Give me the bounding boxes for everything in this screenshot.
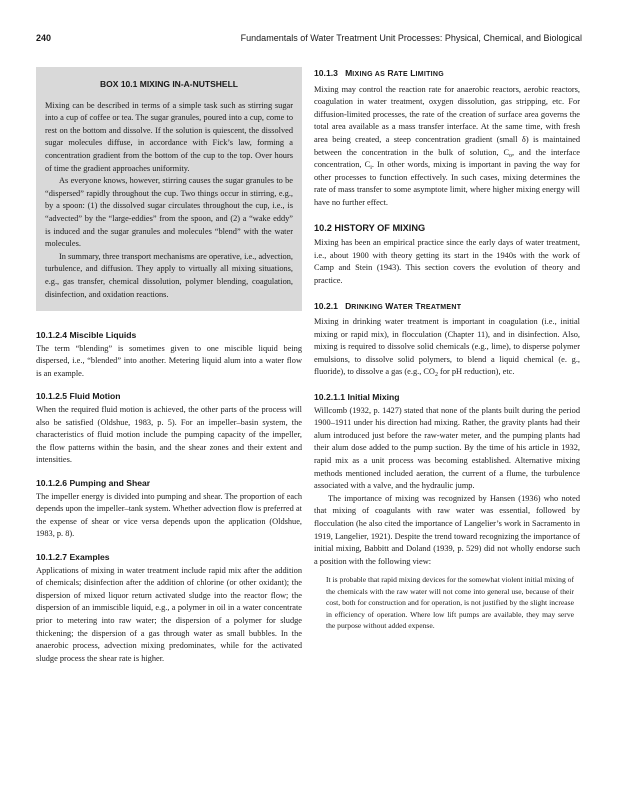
heading-miscible-liquids: 10.1.2.4 Miscible Liquids — [36, 330, 137, 341]
text-history-of-mixing: Mixing has been an empirical practice since the early days of water treatment, i.e., about 1900 with theory getting its start in the 1940s with the work of Camp and Stein (1943). This section covers the evolution of theory and practice. — [314, 238, 580, 285]
heading-drinking-water-treatment: 10.2.1 DRINKING WATER TREATMENT — [314, 300, 462, 311]
right-column — [314, 67, 580, 631]
heading-fluid-motion: 10.1.2.5 Fluid Motion — [36, 391, 121, 402]
text-miscible-liquids: The term “blending” is sometimes given to one miscible liquid being dispersed, i.e., “blended” into another. Metering liquid alum into a water flow is an example. — [36, 343, 302, 378]
page-number: 240 — [36, 33, 52, 43]
heading-examples: 10.1.2.7 Examples — [36, 552, 110, 562]
box-title: BOX 10.1 MIXING IN-A-NUTSHELL — [100, 79, 238, 89]
block-quote: It is probable that rapid mixing devices for the somewhat violent initial mixing of the chemicals with the raw water will not come into general use, because of their cost, both for construction and for operation, is not justified by the slight increase in efficiency of operation. Where low lift pumps are available, they may serve the purpose without added expense. — [326, 575, 574, 630]
heading-mixing-rate-limiting: 10.1.3 MIXING AS RATE LIMITING — [314, 68, 445, 78]
left-column — [36, 67, 302, 665]
text-mixing-rate-limiting: Mixing may control the reaction rate for anaerobic reactors, aerobic reactors, coagulation in water treatment, oxygen dissolution, gas stripping, etc. For diffusion-limited processes, the rate of the creation of surface area governs the total area available as a mass transfer interface. At the same time, with fresh area being created, a steep concentration gradient (small δ) is maintained between the concentration in the bulk of solution, $C_o$, and the interface concentration, $C_i$. In other words, mixing is important in paving the way for other processes to function effectively. In such cases, mixing determines the rate of mass transfer to some asymptote limit, where higher mixing energy will have no further effect. — [314, 84, 580, 207]
text-pumping-shear: The impeller energy is divided into pumping and shear. The proportion of each depends upon the impeller–tank system. Whether advection flow is preferred at the expense of shear or vice versa depends upon the application (Oldshue, 1983, p. 8). — [36, 491, 302, 539]
box-paragraph-2: As everyone knows, however, stirring causes the sugar granules to be “dispersed” rapidly throughout the cup. Two things occur in stirring, e.g., by a spoon: (1) the dissolved sugar circulates throughout the cup, i.e., is “advected” by the “large-eddies” from the spoon, and (2) a “wake eddy” is induced and the sugar granules and molecules “blend” with the water molecules. — [45, 176, 293, 249]
text-initial-mixing-2: The importance of mixing was recognized by Hansen (1936) who noted that mixing of coagulants with raw water was essential, followed by flocculation (he also cited the importance of Langelier’s work in Sacramento in 1919, Langelier, 1921). Despite the trend toward recognizing the importance of initial mixing, Babbitt and Doland (1939, p. 529) did not wholly endorse such a position with the following view: — [314, 493, 580, 566]
text-examples: Applications of mixing in water treatment include rapid mix after the addition of chemicals; disinfection after the addition of chlorine (or other oxidant); the dispersion of mixed liquor return activated sludge into the reactor flow; the dispersion of an immiscible liquid, e.g., a polymer in oil in a water concentrate prior to metering into raw water; the dispersion of a polymer for sludge thickening; the dispersion of a gas through water as small bubbles. In the anaerobic process, advection mixing predominates, while for the activated sludge process the shear rate is higher. — [36, 565, 302, 663]
heading-initial-mixing: 10.2.1.1 Initial Mixing — [314, 392, 400, 403]
box-paragraph-3: In summary, three transport mechanisms are operative, i.e., advection, turbulence, and diffusion. They apply to virtually all mixing situations, e.g., gas transfer, chemical dissolution, polymer blending, coagulation, disinfection, and oxidation reactions. — [45, 251, 293, 299]
heading-history-of-mixing: 10.2 HISTORY OF MIXING — [314, 222, 426, 233]
box-10-1 — [36, 67, 302, 311]
page-header — [36, 33, 582, 47]
text-fluid-motion: When the required fluid motion is achieved, the other parts of the process will also be satisfied (Oldshue, 1983, p. 5). For an impeller–basin system, the characteristics of fluid motion include the pumping capacity of the impeller, the flow patterns within the basin, and the shear zones and their extent and intensities. — [36, 405, 302, 465]
running-title: Fundamentals of Water Treatment Unit Processes: Physical, Chemical, and Biological — [240, 33, 582, 43]
box-paragraph-1: Mixing can be described in terms of a simple task such as stirring sugar into a cup of coffee or tea. The sugar granules, poured into a cup, come to rest on the bottom and dissolve. If the solution is quiescent, the dissolved sugar molecules diffuse, in accordance with Fick’s law, forming a concentration gradient from the bottom of the cup to the top. Over hours of time the gradient approaches uniformity. — [45, 100, 293, 173]
text-drinking-water-treatment: Mixing in drinking water treatment is important in coagulation (i.e., initial mixing or rapid mix), in flocculation (Chapter 11), and in disinfection. Also, mixing is required to dissolve solid chemicals (e.g., lime), to disperse polymer emulsions, to dissolve solid polymers, to blend a liquid chemical (e. g., fluoride), to dissolve a gas (e.g., $CO_2$ for pH reduction), etc. — [314, 317, 580, 379]
text-initial-mixing-1: Willcomb (1932, p. 1427) stated that none of the plants built during the period 1900–1911 under his direction had mixing. Rather, the gravity plants had their alum introduced just before the raw-water meter, and the pumping plants had their alum dose added to the pump suction. By the time of his article in 1932, rapid mix as a unit process was becoming established. Alternative mixing methods mentioned included aeration, the current of a flume, the turbulence associated with a valve, and the hydraulic jump. — [314, 405, 580, 491]
heading-pumping-shear: 10.1.2.6 Pumping and Shear — [36, 478, 151, 489]
